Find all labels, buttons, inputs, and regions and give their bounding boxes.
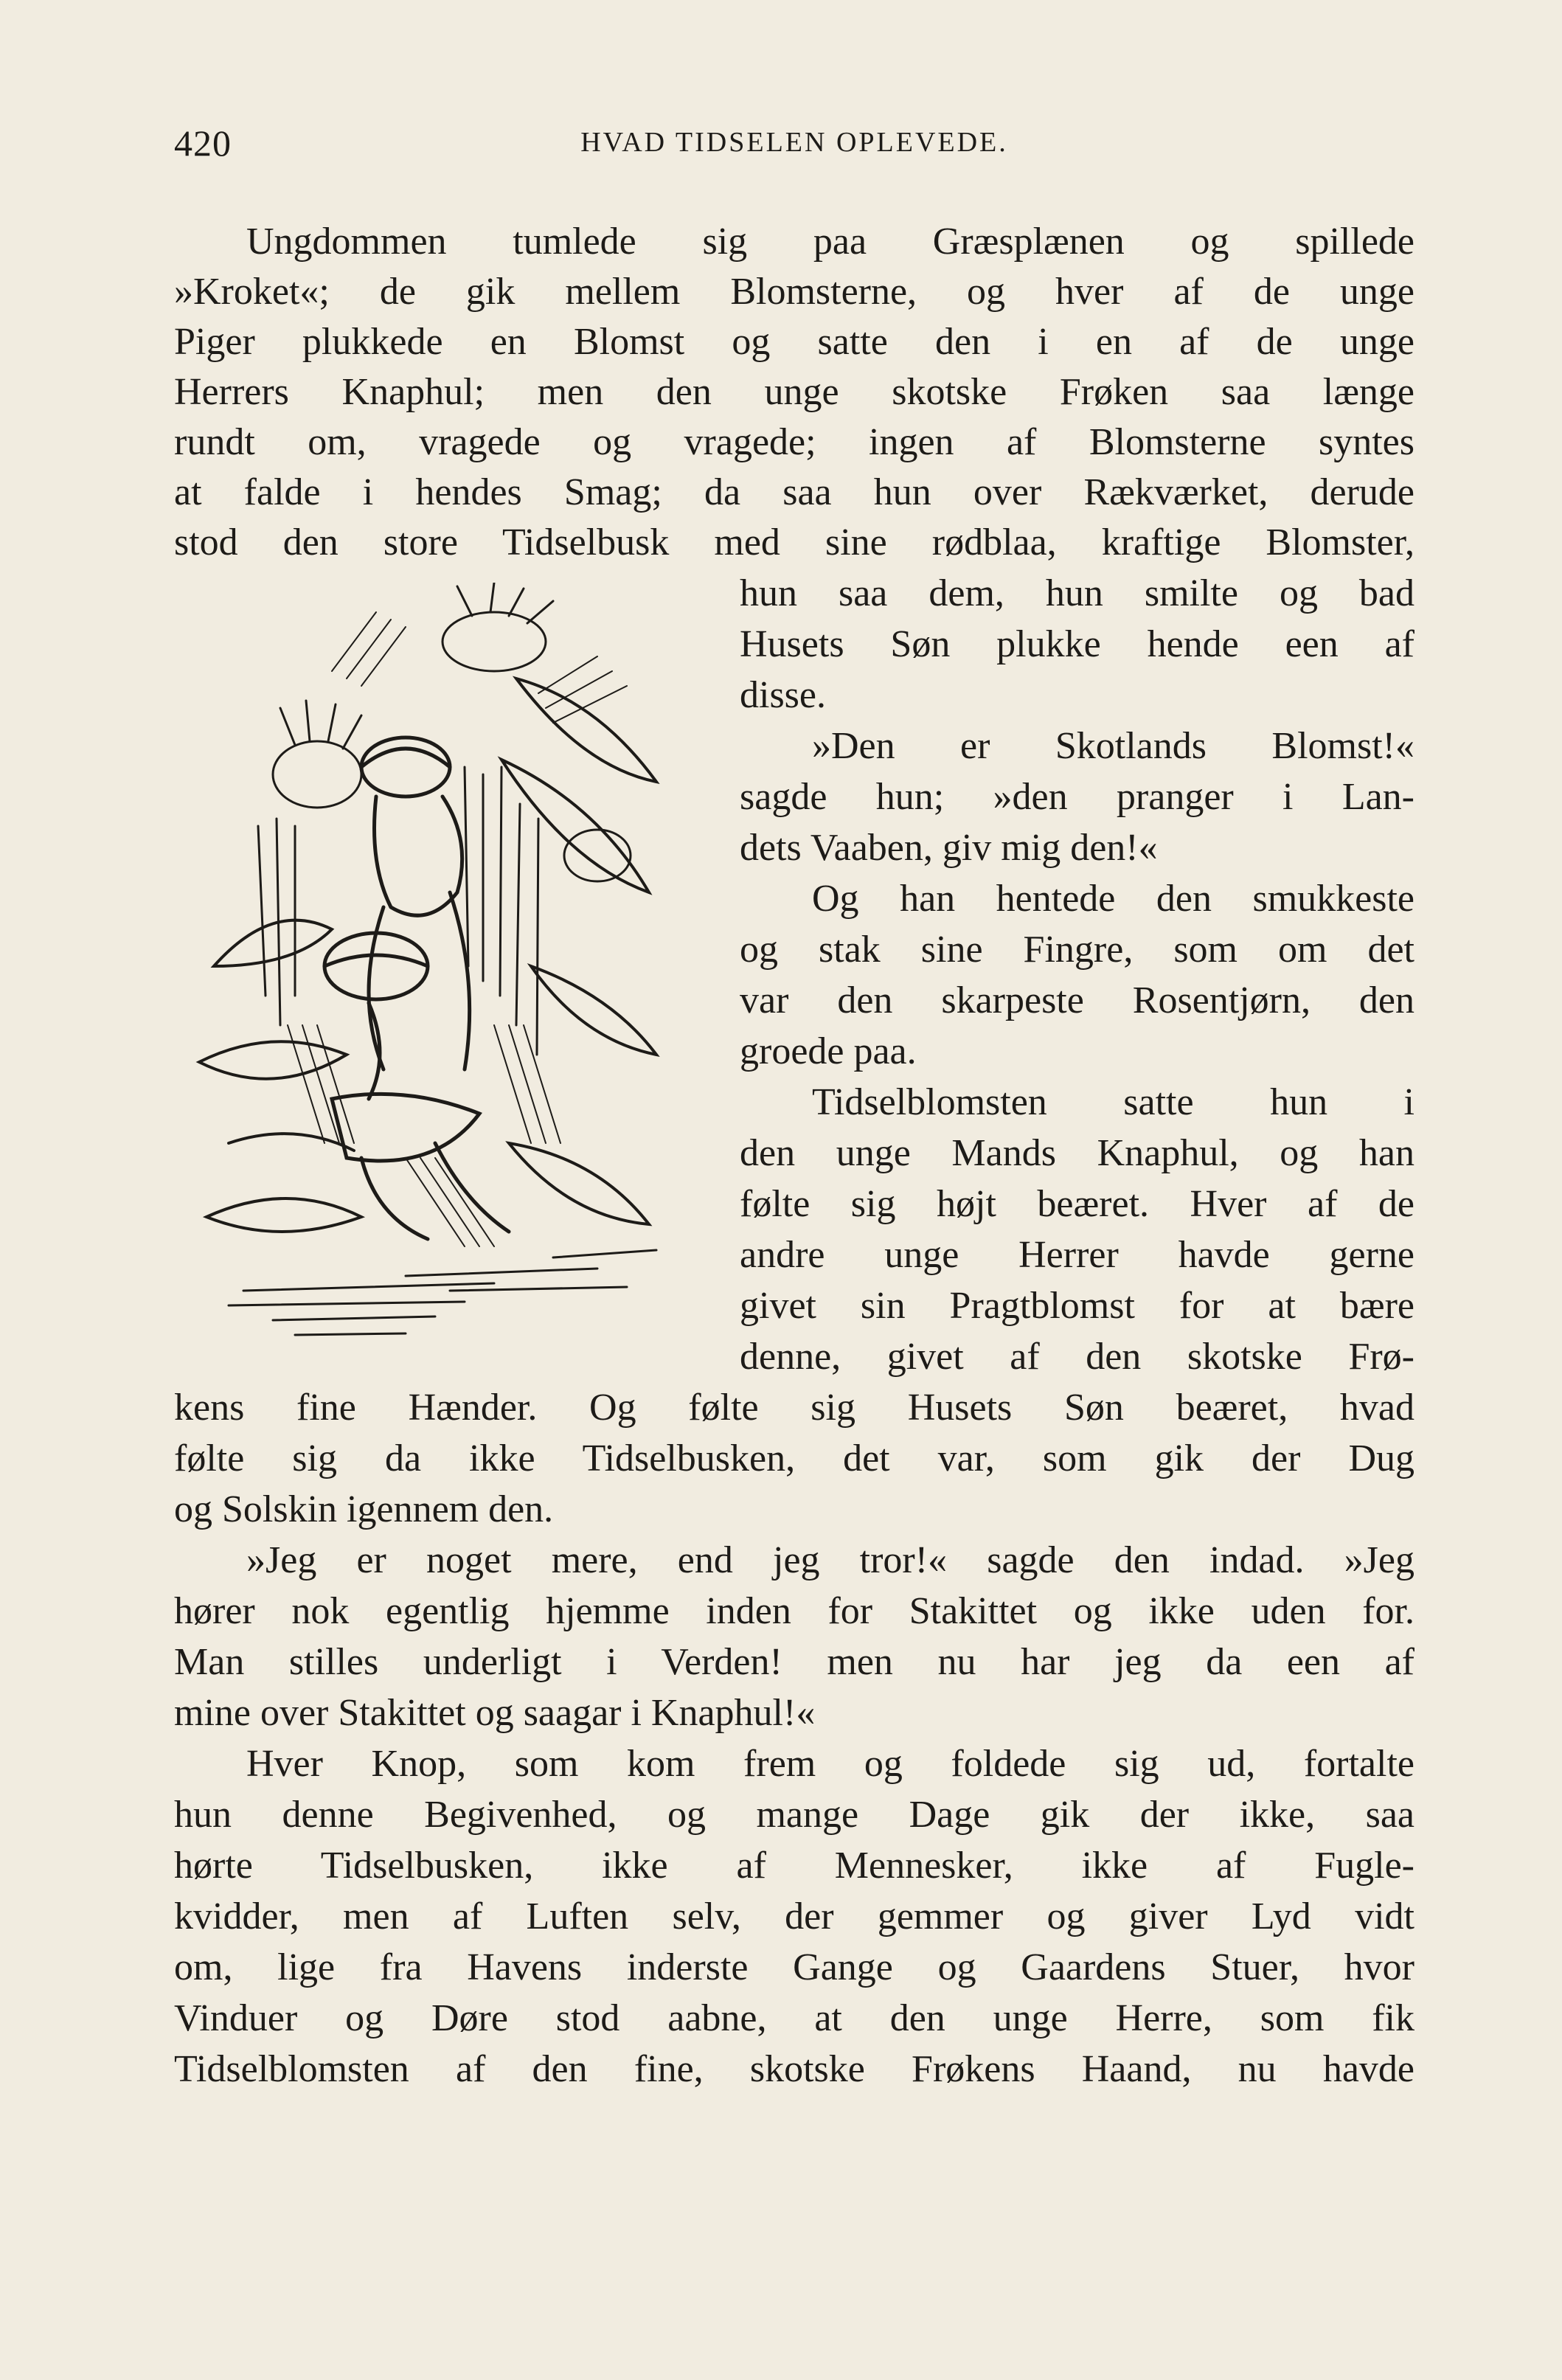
text-line: sagde hun; »den pranger i Lan- bbox=[740, 776, 1415, 818]
text-line: Tidselblomsten af den fine, skotske Frøkens Haand, nu havde bbox=[174, 2048, 1415, 2090]
text-line: mine over Stakittet og saagar i Knaphul!« bbox=[174, 1692, 816, 1734]
text-line: følte sig da ikke Tidselbusken, det var, som gik der Dug bbox=[174, 1437, 1415, 1479]
text-line: den unge Mands Knaphul, og han bbox=[740, 1132, 1415, 1174]
text-line: om, lige fra Havens inderste Gange og Gaardens Stuer, hvor bbox=[174, 1946, 1415, 1988]
text-line: Piger plukkede en Blomst og satte den i en af de unge bbox=[174, 321, 1415, 363]
text-line: hører nok egentlig hjemme inden for Stakittet og ikke uden for. bbox=[174, 1590, 1415, 1632]
text-line: hørte Tidselbusken, ikke af Mennesker, ikke af Fugle- bbox=[174, 1845, 1415, 1887]
text-line: hun saa dem, hun smilte og bad bbox=[740, 572, 1415, 614]
text-line: hun denne Begivenhed, og mange Dage gik der ikke, saa bbox=[174, 1794, 1415, 1836]
text-line: Og han hentede den smukkeste bbox=[812, 878, 1415, 920]
text-line: Herrers Knaphul; men den unge skotske Frøken saa længe bbox=[174, 371, 1415, 413]
text-line: Hver Knop, som kom frem og foldede sig ud, fortalte bbox=[246, 1743, 1415, 1785]
text-line: var den skarpeste Rosentjørn, den bbox=[740, 979, 1415, 1021]
text-line: følte sig højt beæret. Hver af de bbox=[740, 1183, 1415, 1225]
text-line: rundt om, vragede og vragede; ingen af Blomsterne syntes bbox=[174, 421, 1415, 463]
text-line: »Jeg er noget mere, end jeg tror!« sagde den indad. »Jeg bbox=[246, 1539, 1415, 1581]
text-line: dets Vaaben, giv mig den!« bbox=[740, 827, 1158, 869]
text-line: Tidselblomsten satte hun i bbox=[812, 1081, 1415, 1123]
text-line: kens fine Hænder. Og følte sig Husets Søn beæret, hvad bbox=[174, 1387, 1415, 1429]
page-number: 420 bbox=[174, 122, 232, 164]
text-line: Husets Søn plukke hende een af bbox=[740, 623, 1415, 665]
text-line: kvidder, men af Luften selv, der gemmer og giver Lyd vidt bbox=[174, 1895, 1415, 1937]
text-line: Vinduer og Døre stod aabne, at den unge Herre, som fik bbox=[174, 1997, 1415, 2039]
text-line: stod den store Tidselbusk med sine rødblaa, kraftige Blomster, bbox=[174, 521, 1415, 563]
page-header bbox=[174, 122, 1415, 173]
text-line: og Solskin igennem den. bbox=[174, 1488, 554, 1530]
text-line: »Den er Skotlands Blomst!« bbox=[812, 725, 1415, 767]
woodcut-illustration bbox=[184, 583, 715, 1379]
woodcut-thistle-gardener-illustration bbox=[184, 583, 715, 1379]
text-line: disse. bbox=[740, 674, 826, 716]
text-line: denne, givet af den skotske Frø- bbox=[740, 1336, 1415, 1378]
text-line: og stak sine Fingre, som om det bbox=[740, 929, 1415, 971]
text-line: Ungdommen tumlede sig paa Græsplænen og spillede bbox=[246, 221, 1415, 263]
text-line: Man stilles underligt i Verden! men nu har jeg da een af bbox=[174, 1641, 1415, 1683]
text-line: »Kroket«; de gik mellem Blomsterne, og hver af de unge bbox=[174, 271, 1415, 313]
text-line: andre unge Herrer havde gerne bbox=[740, 1234, 1415, 1276]
text-line: groede paa. bbox=[740, 1030, 917, 1072]
text-line: givet sin Pragtblomst for at bære bbox=[740, 1285, 1415, 1327]
text-line: at falde i hendes Smag; da saa hun over Rækværket, derude bbox=[174, 471, 1415, 513]
running-title: HVAD TIDSELEN OPLEVEDE. bbox=[580, 127, 1008, 158]
